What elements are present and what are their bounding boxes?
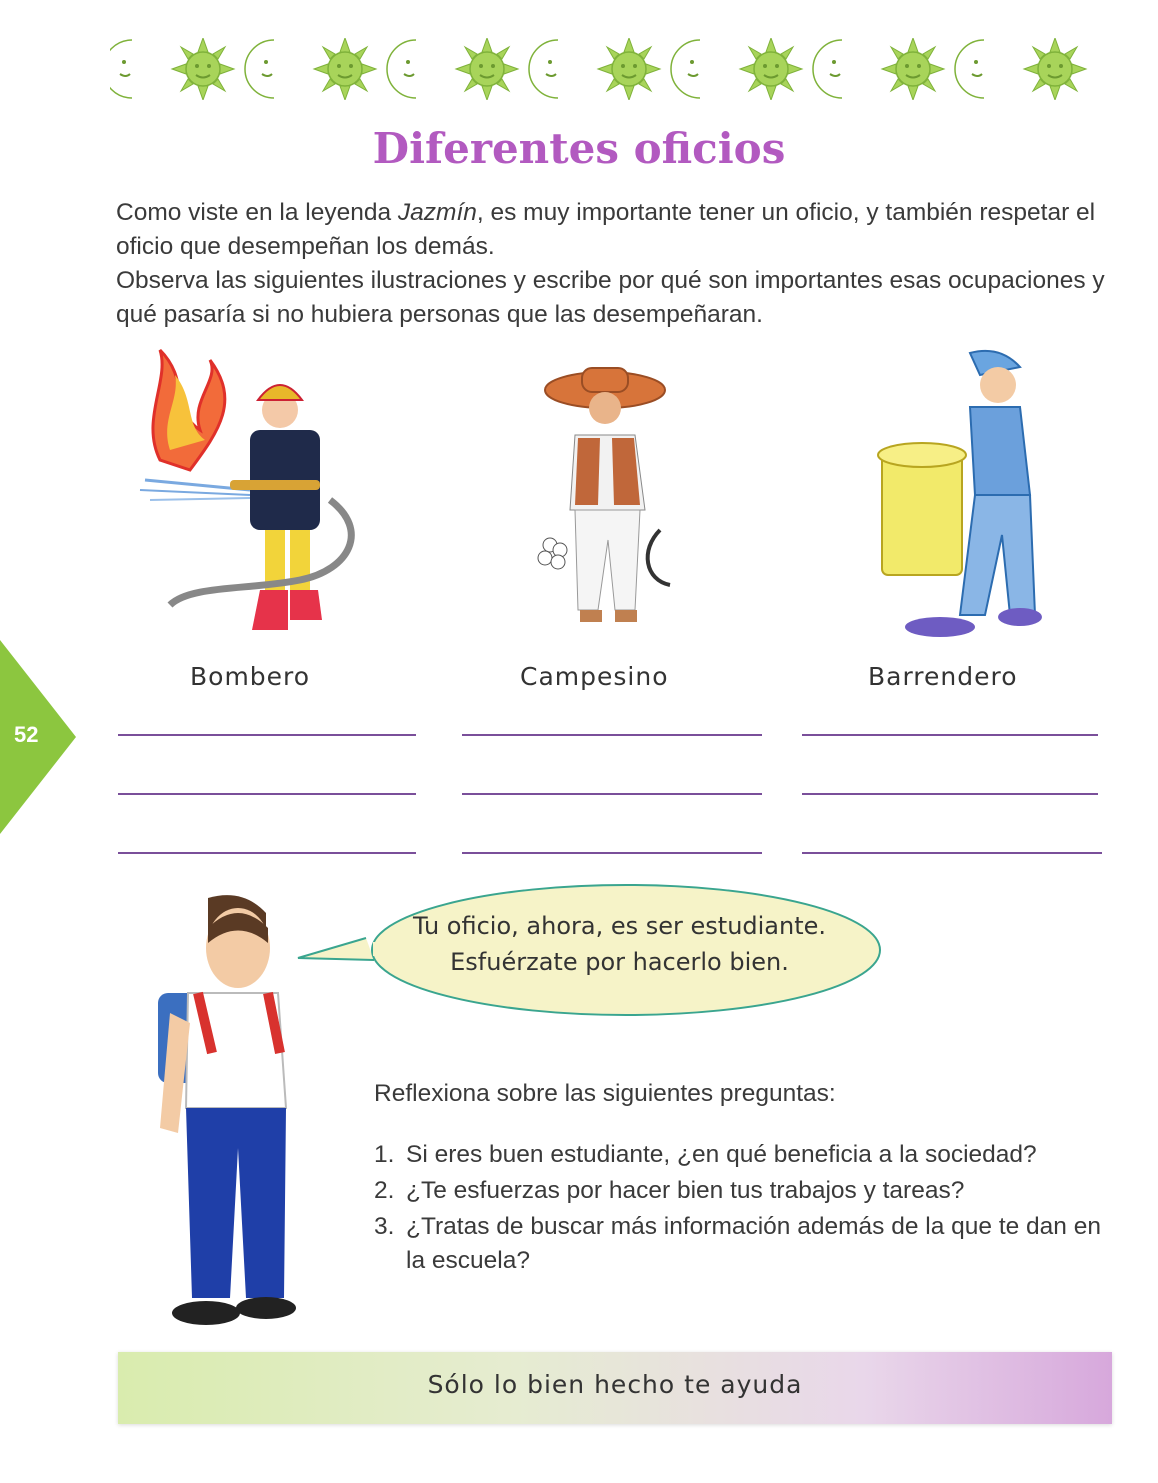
question-text: ¿Tratas de buscar más información además de la que te dan en la escuela? (406, 1213, 1101, 1274)
job-label-bombero: Bombero (190, 662, 311, 691)
question-number: 1. (374, 1141, 395, 1168)
intro-paragraph-1: Como viste en la leyenda Jazmín, es muy importante tener un oficio, y también respetar el oficio que desempeñan los demás. (116, 199, 1096, 260)
question-number: 2. (374, 1177, 395, 1204)
question-item (374, 1210, 1114, 1278)
street-sweeper-illustration (870, 345, 1050, 645)
reflection-section (374, 1080, 1114, 1280)
question-item (374, 1138, 1114, 1172)
moon-sun-border (110, 38, 1100, 100)
question-list (374, 1138, 1114, 1278)
answer-line-bombero-1[interactable] (118, 734, 416, 736)
job-label-campesino: Campesino (520, 662, 669, 691)
speech-bubble-text (372, 908, 867, 980)
intro-text (116, 196, 1116, 332)
question-text: ¿Te esfuerzas por hacer bien tus trabajos y tareas? (406, 1177, 965, 1204)
job-label-barrendero: Barrendero (868, 662, 1018, 691)
intro-paragraph-2: Observa las siguientes ilustraciones y escribe por qué son importantes esas ocupaciones y qué pasaría si no hubiera personas que las desempeñaran. (116, 267, 1105, 328)
page-number: 52 (14, 722, 39, 747)
answer-line-bombero-3[interactable] (118, 852, 416, 854)
question-item (374, 1174, 1114, 1208)
speech-bubble-line-2: Esfuérzate por hacerlo bien. (450, 948, 789, 976)
page-title: Diferentes oficios (372, 124, 786, 173)
motto-banner (118, 1352, 1112, 1424)
firefighter-illustration (130, 340, 380, 650)
motto-text: Sólo lo bien hecho te ayuda (427, 1370, 803, 1399)
answer-line-campesino-3[interactable] (462, 852, 762, 854)
answer-line-barrendero-2[interactable] (802, 793, 1098, 795)
question-number: 3. (374, 1213, 395, 1240)
answer-line-bombero-2[interactable] (118, 793, 416, 795)
answer-line-campesino-2[interactable] (462, 793, 762, 795)
farmer-illustration (520, 360, 710, 650)
student-illustration (148, 888, 298, 1333)
answer-line-barrendero-1[interactable] (802, 734, 1098, 736)
question-text: Si eres buen estudiante, ¿en qué beneficia a la sociedad? (406, 1141, 1037, 1168)
answer-line-barrendero-3[interactable] (802, 852, 1102, 854)
reflection-lead: Reflexiona sobre las siguientes preguntas: (374, 1080, 836, 1107)
answer-line-campesino-1[interactable] (462, 734, 762, 736)
speech-bubble-line-1: Tu oficio, ahora, es ser estudiante. (412, 912, 827, 940)
